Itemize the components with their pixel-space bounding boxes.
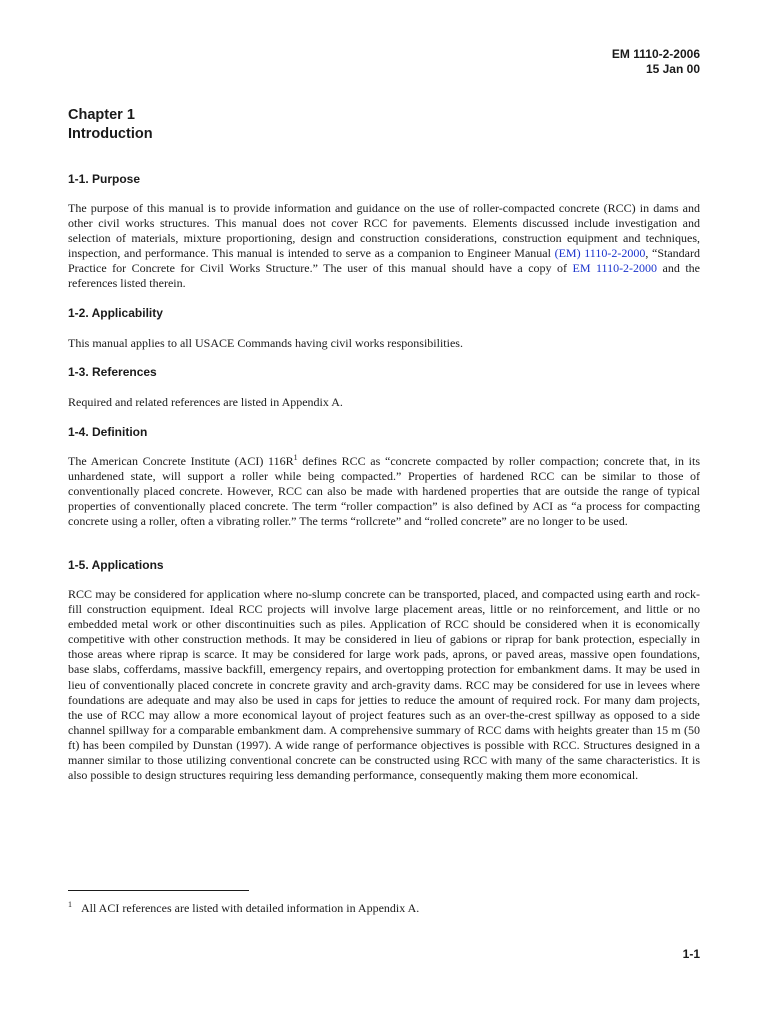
footnote-number: 1 (68, 900, 72, 909)
section-title-definition: 1-4. Definition (68, 425, 148, 439)
section-text-definition: The American Concrete Institute (ACI) $116R^1$ defines RCC as “concrete compacted by roller compaction; concrete that, in its unhardened state, will support a roller while being compacted.” Properties of hardened RCC can be similar to those of conventionally placed concrete. However, RCC can also be made with hardened properties that are outside the range of typical properties of conventionally placed concrete. The term “roller compaction” is also defined by ACI as “a process for compacting concrete using a roller, often a vibrating roller.” The terms “rollcrete” and “rolled concrete” are no longer to be used. (68, 453, 700, 529)
footnote (68, 897, 419, 916)
section-text-applications: RCC may be considered for application where no-slump concrete can be transported, placed, and compacted using earth and rock-fill construction equipment. Ideal RCC projects will involve large placement areas, little or no reinforcement, and little or no embedded metal work or other discontinuities such as piles. Application of RCC should be considered when it is economically competitive with other construction methods. It may be considered in lieu of gabions or riprap for bank protection, especially in those areas where riprap is scarce. It may be considered for large work pads, aprons, or paved areas, massive open foundations, base slabs, cofferdams, massive backfill, emergency repairs, and overtopping protection for embankment dams. It may be used in lieu of conventionally placed concrete in concrete gravity and arch-gravity dams. RCC may be considered for use in levees where foundations are adequate and may also be used in caps for jetties to reduce the amount of required rock. For many dam projects, the use of RCC may allow a more economical layout of project features such as an over-the-crest spillway as opposed to a side channel spillway for a comparable embankment dam. A comprehensive summary of RCC dams with heights greater than 15 m (50 ft) has been compiled by Dunstan (1997). A wide range of performance objectives is possible with RCC. Structures designed in a manner similar to those utilizing conventional concrete can be constructed using RCC with many of the same characteristics. It is also possible to design structures requiring less demanding performance, consequently making them more economical. (68, 587, 700, 783)
chapter-title: Introduction (68, 126, 153, 142)
footnote-text: All ACI references are listed with detailed information in Appendix A. (81, 901, 420, 915)
doc-date: 15 Jan 00 (645, 62, 700, 76)
section-title-applications: 1-5. Applications (68, 558, 164, 572)
section-title-references: 1-3. References (68, 365, 157, 379)
running-header (612, 47, 700, 77)
section-text-applicability: This manual applies to all USACE Commands having civil works responsibilities. (68, 336, 463, 350)
link-em-1110-2-2000-a[interactable]: (EM) 1110-2-2000 (554, 246, 646, 261)
page-number: 1-1 (682, 947, 700, 961)
footnote-divider (68, 890, 249, 891)
section-title-applicability: 1-2. Applicability (68, 306, 163, 320)
section-text-purpose: The purpose of this manual is to provide information and guidance on the use of roller-compacted concrete (RCC) in dams and other civil works structures. This manual does not cover RCC for pavements. Elements discussed include investigation and selection of materials, mixture proportioning, design and construction considerations, construction equipment and techniques, inspection, and performance. This manual is intended to serve as a companion to Engineer Manual (EM) 1110-2-2000, “Standard Practice for Concrete for Civil Works Structure.” The user of this manual should have a copy of EM 1110-2-2000 and the references listed therein. (68, 201, 701, 291)
chapter-heading (68, 106, 153, 144)
section-title-purpose: 1-1. Purpose (68, 172, 141, 186)
doc-number: EM 1110-2-2006 (611, 47, 700, 61)
section-text-references: Required and related references are listed in Appendix A. (68, 395, 343, 409)
link-em-1110-2-2000-b[interactable]: EM 1110-2-2000 (572, 261, 658, 276)
footnote-ref[interactable]: 1 (293, 453, 298, 462)
chapter-number: Chapter 1 (68, 107, 135, 123)
